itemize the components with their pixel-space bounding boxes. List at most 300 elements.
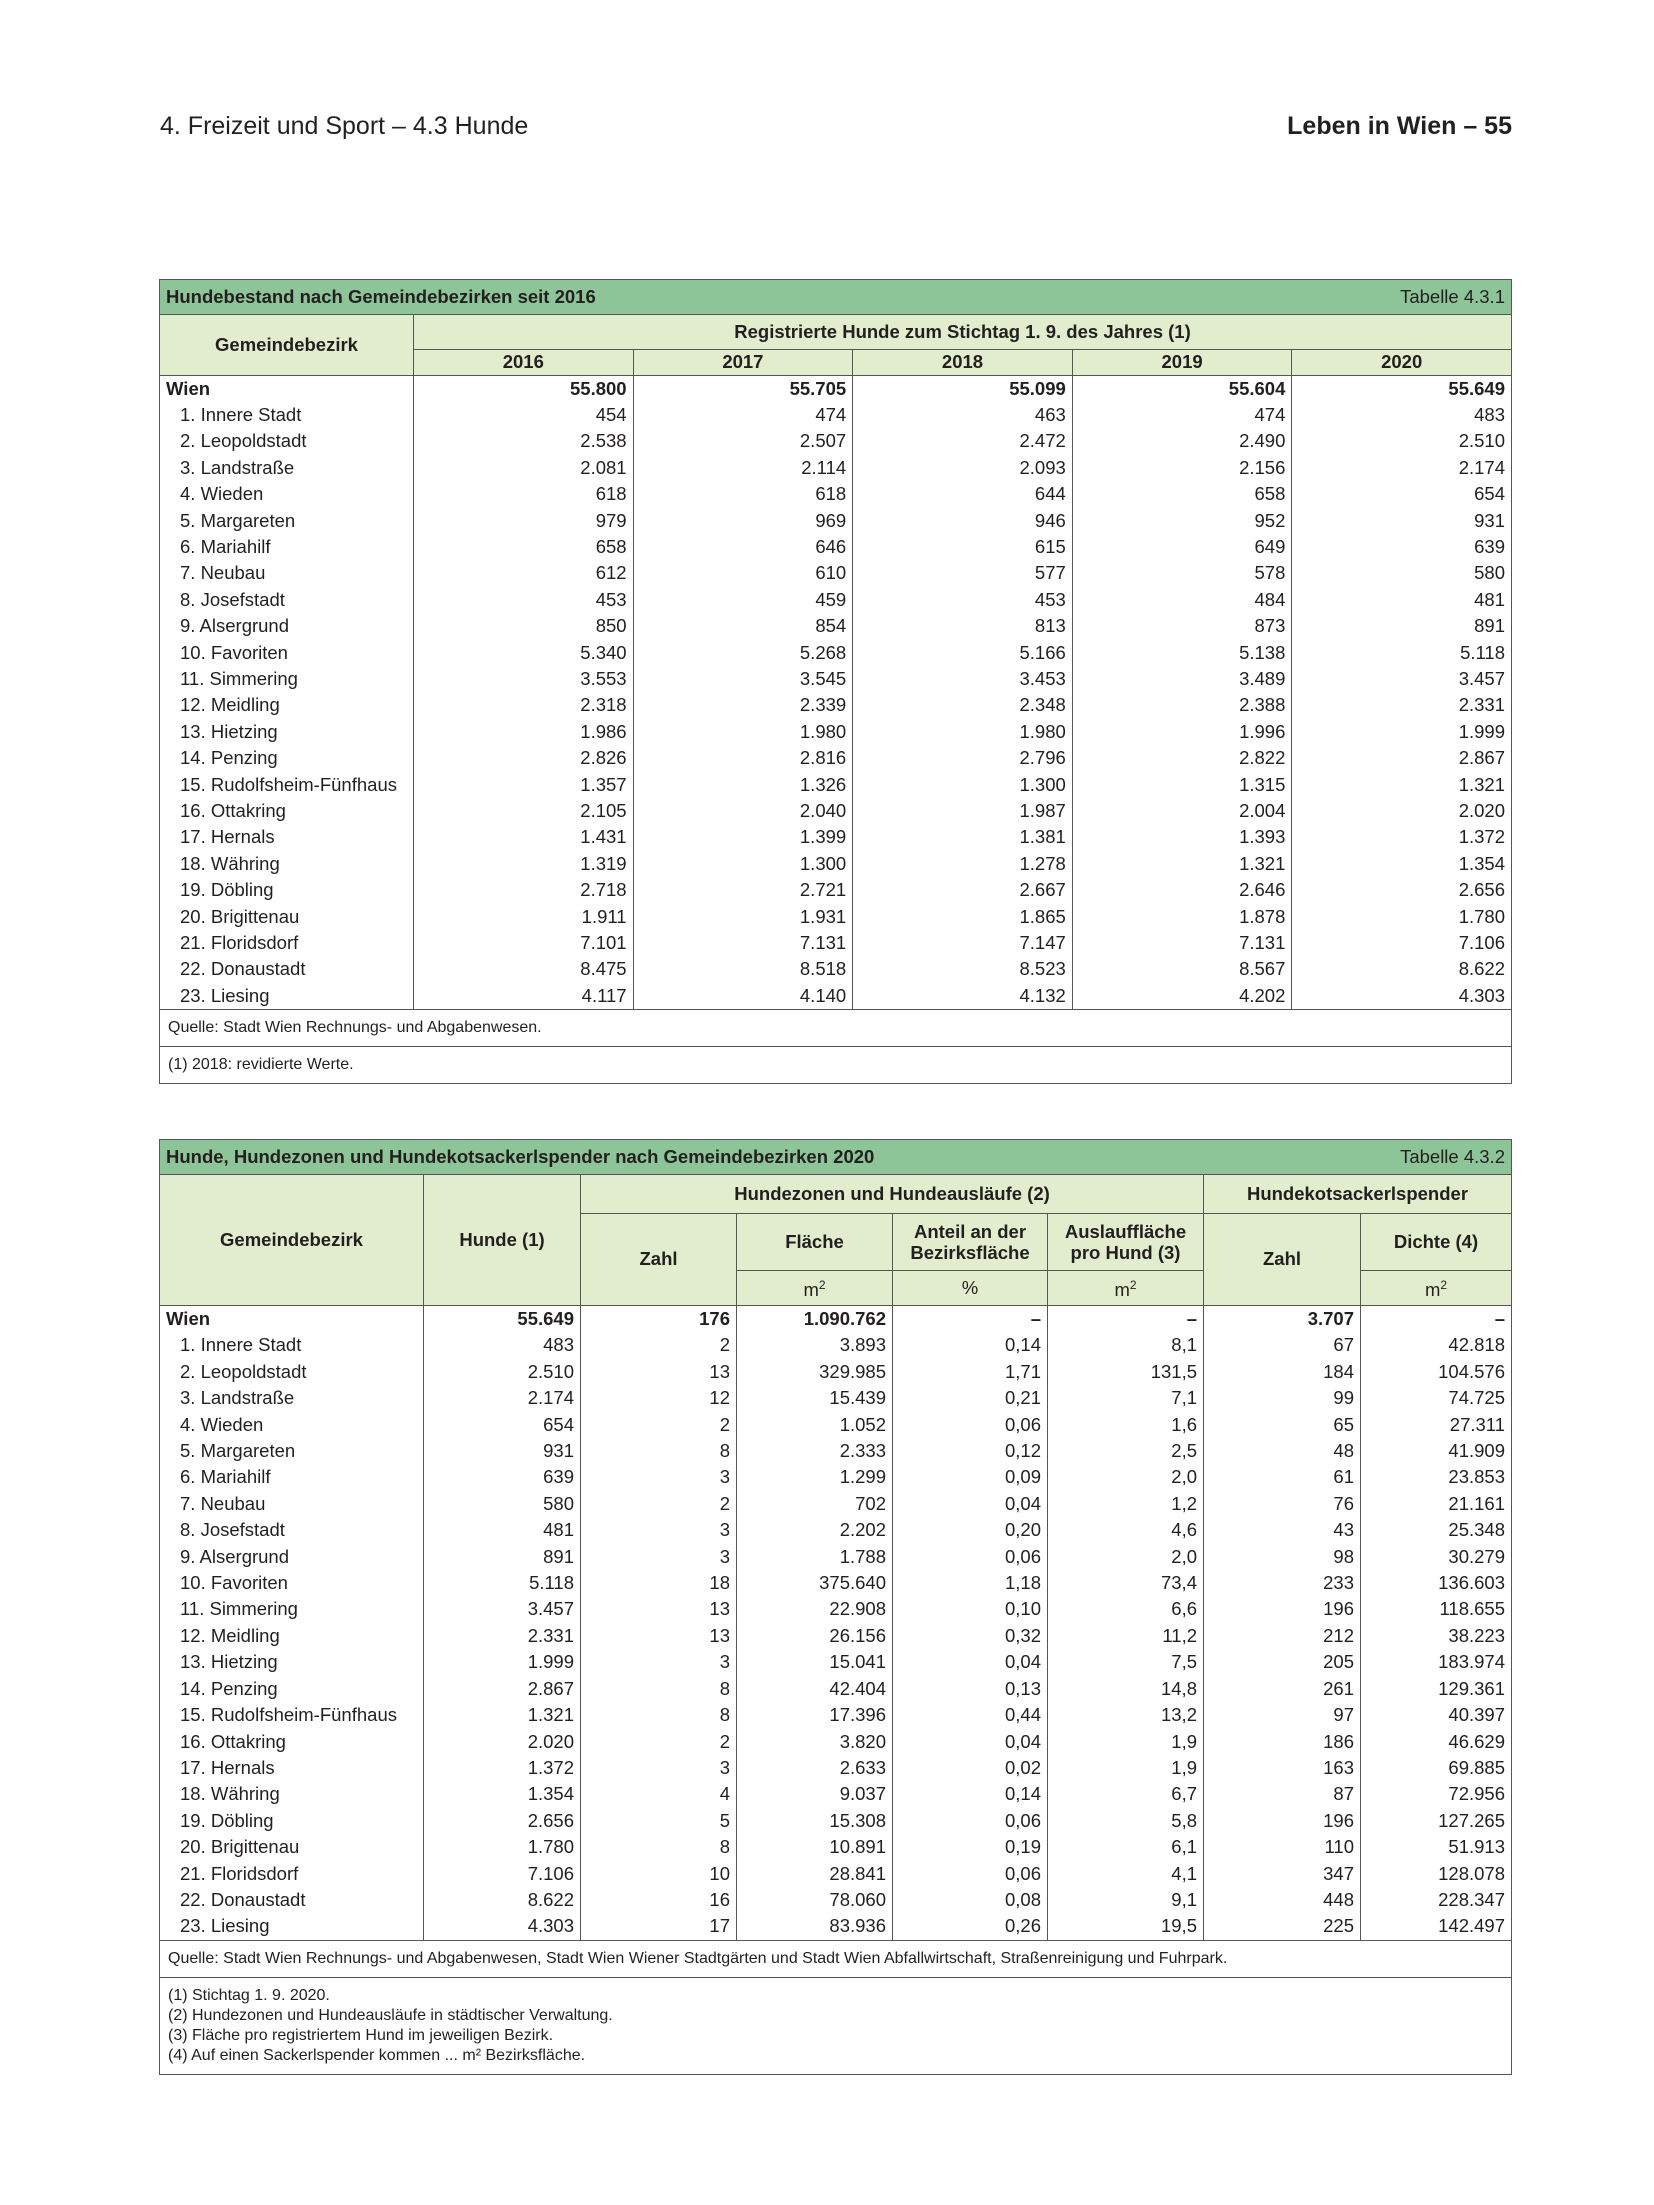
col-header-year: 2020: [1292, 350, 1512, 376]
cell-value: 654: [424, 1412, 581, 1438]
cell-value: 8: [581, 1702, 737, 1728]
cell-value: 99: [1204, 1385, 1361, 1411]
row-name: 4. Wieden: [160, 1412, 424, 1438]
cell-value: 580: [424, 1491, 581, 1517]
cell-value: 2.816: [633, 745, 853, 771]
col-group-registered-dogs: Registrierte Hunde zum Stichtag 1. 9. des Jahres (1): [414, 315, 1512, 350]
cell-value: 15.308: [737, 1808, 893, 1834]
table-caption-row: [160, 1140, 1512, 1175]
cell-value: 2.646: [1072, 877, 1292, 903]
cell-value: 1.372: [424, 1755, 581, 1781]
cell-value: 1.381: [853, 824, 1073, 850]
cell-value: 1.321: [424, 1702, 581, 1728]
cell-value: 51.913: [1361, 1834, 1512, 1860]
footnote-line: (4) Auf einen Sackerlspender kommen ... m² Bezirksfläche.: [168, 2046, 586, 2064]
cell-value: 2.040: [633, 798, 853, 824]
cell-value: –: [893, 1306, 1048, 1333]
row-name: 2. Leopoldstadt: [160, 1359, 424, 1385]
table-row: [160, 1332, 1512, 1358]
cell-value: 30.279: [1361, 1544, 1512, 1570]
row-name: 11. Simmering: [160, 666, 414, 692]
cell-value: 83.936: [737, 1913, 893, 1940]
cell-value: 225: [1204, 1913, 1361, 1940]
source-note: Quelle: Stadt Wien Rechnungs- und Abgabenwesen.: [160, 1010, 1512, 1047]
cell-value: 7.106: [1292, 930, 1512, 956]
cell-value: 2.174: [1292, 455, 1512, 481]
cell-value: 7.101: [414, 930, 634, 956]
cell-value: 2.348: [853, 692, 1073, 718]
cell-value: 40.397: [1361, 1702, 1512, 1728]
col-group-dispensers: Hundekotsackerlspender: [1204, 1175, 1512, 1214]
cell-value: 483: [424, 1332, 581, 1358]
cell-value: 3.545: [633, 666, 853, 692]
cell-value: 196: [1204, 1596, 1361, 1622]
cell-value: 55.800: [414, 375, 634, 402]
cell-value: 3.820: [737, 1729, 893, 1755]
row-name: 23. Liesing: [160, 1913, 424, 1940]
cell-value: 129.361: [1361, 1676, 1512, 1702]
cell-value: 1.321: [1292, 772, 1512, 798]
cell-value: 347: [1204, 1861, 1361, 1887]
cell-value: 1.299: [737, 1464, 893, 1490]
col-header-share-line1: Anteil an der: [913, 1221, 1027, 1242]
cell-value: 205: [1204, 1649, 1361, 1675]
cell-value: 184: [1204, 1359, 1361, 1385]
table-row: [160, 534, 1512, 560]
row-name: 1. Innere Stadt: [160, 1332, 424, 1358]
cell-value: 42.404: [737, 1676, 893, 1702]
cell-value: 2.202: [737, 1517, 893, 1543]
row-name: 8. Josefstadt: [160, 1517, 424, 1543]
cell-value: 18: [581, 1570, 737, 1596]
cell-value: 0,04: [893, 1729, 1048, 1755]
cell-value: 0,19: [893, 1834, 1048, 1860]
unit-squared: 2: [1440, 1278, 1448, 1293]
footnote-row: [160, 1047, 1512, 1084]
cell-value: 1.393: [1072, 824, 1292, 850]
cell-value: 28.841: [737, 1861, 893, 1887]
cell-value: 1.986: [414, 719, 634, 745]
col-header-share-line2: Bezirksfläche: [910, 1242, 1030, 1263]
cell-value: 163: [1204, 1755, 1361, 1781]
cell-value: 3.489: [1072, 666, 1292, 692]
cell-value: 1.780: [424, 1834, 581, 1860]
cell-value: 2.105: [414, 798, 634, 824]
cell-value: 1,9: [1048, 1729, 1204, 1755]
cell-value: 1.999: [1292, 719, 1512, 745]
cell-value: 2: [581, 1412, 737, 1438]
cell-value: 1.980: [633, 719, 853, 745]
cell-value: 55.649: [424, 1306, 581, 1333]
table-row: [160, 745, 1512, 771]
cell-value: 142.497: [1361, 1913, 1512, 1940]
cell-value: 2.667: [853, 877, 1073, 903]
col-header-area-per-dog-line2: pro Hund (3): [1070, 1242, 1181, 1263]
cell-value: 1.300: [853, 772, 1073, 798]
cell-value: 212: [1204, 1623, 1361, 1649]
row-name: 1. Innere Stadt: [160, 402, 414, 428]
unit-area-per-dog: [1048, 1271, 1204, 1306]
table-row: [160, 1861, 1512, 1887]
cell-value: 2.867: [1292, 745, 1512, 771]
row-name: 9. Alsergrund: [160, 1544, 424, 1570]
row-name: 20. Brigittenau: [160, 904, 414, 930]
table-row: [160, 1702, 1512, 1728]
table-row: [160, 1385, 1512, 1411]
col-header-dogs: Hunde (1): [424, 1175, 581, 1306]
cell-value: 78.060: [737, 1887, 893, 1913]
cell-value: 4.132: [853, 983, 1073, 1010]
row-name: 3. Landstraße: [160, 1385, 424, 1411]
cell-value: 136.603: [1361, 1570, 1512, 1596]
cell-value: 577: [853, 560, 1073, 586]
table-row: [160, 613, 1512, 639]
cell-value: 41.909: [1361, 1438, 1512, 1464]
row-name: 8. Josefstadt: [160, 587, 414, 613]
row-name: 2. Leopoldstadt: [160, 428, 414, 454]
cell-value: 2: [581, 1491, 737, 1517]
cell-value: 854: [633, 613, 853, 639]
cell-value: 69.885: [1361, 1755, 1512, 1781]
cell-value: 10: [581, 1861, 737, 1887]
unit-m: m: [803, 1279, 819, 1301]
cell-value: 7,5: [1048, 1649, 1204, 1675]
col-header-density: Dichte (4): [1361, 1214, 1512, 1271]
table-row: [160, 1913, 1512, 1940]
cell-value: 1.319: [414, 851, 634, 877]
cell-value: 6,1: [1048, 1834, 1204, 1860]
cell-value: 26.156: [737, 1623, 893, 1649]
cell-value: 850: [414, 613, 634, 639]
cell-value: 481: [1292, 587, 1512, 613]
table-row: [160, 798, 1512, 824]
cell-value: 9.037: [737, 1781, 893, 1807]
table-row: [160, 1570, 1512, 1596]
cell-value: 55.705: [633, 375, 853, 402]
cell-value: 2,0: [1048, 1464, 1204, 1490]
cell-value: 23.853: [1361, 1464, 1512, 1490]
row-name: 21. Floridsdorf: [160, 930, 414, 956]
cell-value: 2.510: [1292, 428, 1512, 454]
cell-value: 2.114: [633, 455, 853, 481]
cell-value: 1.372: [1292, 824, 1512, 850]
col-group-dog-zones: Hundezonen und Hundeausläufe (2): [581, 1175, 1204, 1214]
cell-value: 3: [581, 1755, 737, 1781]
table-row-total: [160, 375, 1512, 402]
cell-value: 0,06: [893, 1861, 1048, 1887]
table-row: [160, 587, 1512, 613]
cell-value: 8.622: [1292, 956, 1512, 982]
row-name: 7. Neubau: [160, 560, 414, 586]
table-row: [160, 1649, 1512, 1675]
cell-value: 578: [1072, 560, 1292, 586]
cell-value: 3.553: [414, 666, 634, 692]
row-name: 18. Währing: [160, 851, 414, 877]
cell-value: 1.354: [424, 1781, 581, 1807]
table-row: [160, 824, 1512, 850]
cell-value: –: [1048, 1306, 1204, 1333]
table-row: [160, 1359, 1512, 1385]
cell-value: 2: [581, 1332, 737, 1358]
cell-value: 7.106: [424, 1861, 581, 1887]
table-row: [160, 640, 1512, 666]
cell-value: 6,6: [1048, 1596, 1204, 1622]
cell-value: 8: [581, 1438, 737, 1464]
cell-value: 0,26: [893, 1913, 1048, 1940]
cell-value: 176: [581, 1306, 737, 1333]
cell-value: 2.004: [1072, 798, 1292, 824]
cell-value: 14,8: [1048, 1676, 1204, 1702]
cell-value: 3: [581, 1544, 737, 1570]
cell-value: 2.156: [1072, 455, 1292, 481]
cell-value: 459: [633, 587, 853, 613]
row-name: 7. Neubau: [160, 1491, 424, 1517]
cell-value: 646: [633, 534, 853, 560]
table-row-total: [160, 1306, 1512, 1333]
cell-value: 481: [424, 1517, 581, 1543]
cell-value: 67: [1204, 1332, 1361, 1358]
row-name: 5. Margareten: [160, 1438, 424, 1464]
unit-squared: 2: [818, 1278, 826, 1293]
source-row: [160, 1940, 1512, 1977]
unit-m: m: [1114, 1279, 1130, 1301]
cell-value: 2.822: [1072, 745, 1292, 771]
cell-value: 43: [1204, 1517, 1361, 1543]
cell-value: 454: [414, 402, 634, 428]
cell-value: 7.147: [853, 930, 1073, 956]
cell-value: 1.780: [1292, 904, 1512, 930]
cell-value: 27.311: [1361, 1412, 1512, 1438]
row-name: 15. Rudolfsheim-Fünfhaus: [160, 1702, 424, 1728]
cell-value: 261: [1204, 1676, 1361, 1702]
cell-value: 1.431: [414, 824, 634, 850]
unit-squared: 2: [1129, 1278, 1137, 1293]
footnotes: [160, 1977, 1512, 2074]
cell-value: 5.340: [414, 640, 634, 666]
cell-value: 0,10: [893, 1596, 1048, 1622]
table-row: [160, 1729, 1512, 1755]
cell-value: 1.326: [633, 772, 853, 798]
col-header-year: 2016: [414, 350, 634, 376]
cell-value: 2.796: [853, 745, 1073, 771]
table-row: [160, 1517, 1512, 1543]
cell-value: 1.865: [853, 904, 1073, 930]
row-name: 10. Favoriten: [160, 640, 414, 666]
cell-value: 7,1: [1048, 1385, 1204, 1411]
cell-value: 329.985: [737, 1359, 893, 1385]
row-name: 17. Hernals: [160, 1755, 424, 1781]
cell-value: 17.396: [737, 1702, 893, 1728]
cell-value: 0,08: [893, 1887, 1048, 1913]
cell-value: 0,06: [893, 1808, 1048, 1834]
cell-value: 618: [633, 481, 853, 507]
row-name: 10. Favoriten: [160, 1570, 424, 1596]
cell-value: 17: [581, 1913, 737, 1940]
row-name: 18. Währing: [160, 1781, 424, 1807]
cell-value: –: [1361, 1306, 1512, 1333]
row-name: 6. Mariahilf: [160, 1464, 424, 1490]
cell-value: 1.278: [853, 851, 1073, 877]
cell-value: 15.439: [737, 1385, 893, 1411]
cell-value: 969: [633, 508, 853, 534]
cell-value: 0,12: [893, 1438, 1048, 1464]
row-name: 16. Ottakring: [160, 1729, 424, 1755]
table-dog-zones: [159, 1139, 1512, 2075]
cell-value: 612: [414, 560, 634, 586]
cell-value: 2.020: [424, 1729, 581, 1755]
cell-value: 2.081: [414, 455, 634, 481]
cell-value: 813: [853, 613, 1073, 639]
table-title: Hundebestand nach Gemeindebezirken seit 2016: [166, 286, 596, 307]
cell-value: 7.131: [1072, 930, 1292, 956]
source-row: [160, 1010, 1512, 1047]
cell-value: 1.911: [414, 904, 634, 930]
footnote-row: [160, 1977, 1512, 2074]
cell-value: 13: [581, 1623, 737, 1649]
table-row: [160, 983, 1512, 1010]
cell-value: 5.166: [853, 640, 1073, 666]
col-header-zone-count: Zahl: [581, 1214, 737, 1306]
cell-value: 16: [581, 1887, 737, 1913]
table-row: [160, 1808, 1512, 1834]
cell-value: 979: [414, 508, 634, 534]
cell-value: 25.348: [1361, 1517, 1512, 1543]
cell-value: 2.826: [414, 745, 634, 771]
table-number: Tabelle 4.3.1: [1400, 286, 1505, 307]
cell-value: 474: [1072, 402, 1292, 428]
footnote-line: (1) Stichtag 1. 9. 2020.: [168, 1986, 330, 2004]
cell-value: 10.891: [737, 1834, 893, 1860]
cell-value: 1.931: [633, 904, 853, 930]
cell-value: 2.718: [414, 877, 634, 903]
cell-value: 48: [1204, 1438, 1361, 1464]
cell-value: 931: [424, 1438, 581, 1464]
cell-value: 3.893: [737, 1332, 893, 1358]
cell-value: 8: [581, 1676, 737, 1702]
cell-value: 1.878: [1072, 904, 1292, 930]
cell-value: 0,04: [893, 1649, 1048, 1675]
cell-value: 1.090.762: [737, 1306, 893, 1333]
cell-value: 2.656: [1292, 877, 1512, 903]
cell-value: 186: [1204, 1729, 1361, 1755]
row-name: 6. Mariahilf: [160, 534, 414, 560]
row-name: 9. Alsergrund: [160, 613, 414, 639]
table-row: [160, 904, 1512, 930]
cell-value: 11,2: [1048, 1623, 1204, 1649]
cell-value: 2.388: [1072, 692, 1292, 718]
col-header-area-per-dog: [1048, 1214, 1204, 1271]
cell-value: 1.980: [853, 719, 1073, 745]
cell-value: 3: [581, 1649, 737, 1675]
row-name: 16. Ottakring: [160, 798, 414, 824]
cell-value: 1.315: [1072, 772, 1292, 798]
cell-value: 3.457: [424, 1596, 581, 1622]
cell-value: 0,02: [893, 1755, 1048, 1781]
cell-value: 4.303: [424, 1913, 581, 1940]
cell-value: 4.140: [633, 983, 853, 1010]
cell-value: 649: [1072, 534, 1292, 560]
table-row: [160, 1623, 1512, 1649]
cell-value: 13: [581, 1359, 737, 1385]
cell-value: 21.161: [1361, 1491, 1512, 1517]
cell-value: 98: [1204, 1544, 1361, 1570]
cell-value: 127.265: [1361, 1808, 1512, 1834]
cell-value: 4.303: [1292, 983, 1512, 1010]
cell-value: 4.117: [414, 983, 634, 1010]
cell-value: 5.268: [633, 640, 853, 666]
cell-value: 5.118: [424, 1570, 581, 1596]
cell-value: 946: [853, 508, 1073, 534]
table-row: [160, 692, 1512, 718]
cell-value: 2.174: [424, 1385, 581, 1411]
cell-value: 1.399: [633, 824, 853, 850]
cell-value: 12: [581, 1385, 737, 1411]
cell-value: 76: [1204, 1491, 1361, 1517]
cell-value: 873: [1072, 613, 1292, 639]
cell-value: 8.475: [414, 956, 634, 982]
table-row: [160, 1676, 1512, 1702]
cell-value: 2.331: [424, 1623, 581, 1649]
row-name: 12. Meidling: [160, 692, 414, 718]
cell-value: 952: [1072, 508, 1292, 534]
table-row: [160, 1834, 1512, 1860]
cell-value: 104.576: [1361, 1359, 1512, 1385]
cell-value: 4,6: [1048, 1517, 1204, 1543]
row-name: Wien: [160, 1306, 424, 1333]
cell-value: 1.987: [853, 798, 1073, 824]
row-name: 17. Hernals: [160, 824, 414, 850]
row-name: Wien: [160, 375, 414, 402]
row-name: 5. Margareten: [160, 508, 414, 534]
table-title: Hunde, Hundezonen und Hundekotsackerlspender nach Gemeindebezirken 2020: [166, 1146, 875, 1167]
table-row: [160, 481, 1512, 507]
cell-value: 610: [633, 560, 853, 586]
table-dog-population: [159, 279, 1512, 1084]
cell-value: 2,5: [1048, 1438, 1204, 1464]
cell-value: 2.331: [1292, 692, 1512, 718]
row-name: 22. Donaustadt: [160, 1887, 424, 1913]
cell-value: 0,32: [893, 1623, 1048, 1649]
cell-value: 5.138: [1072, 640, 1292, 666]
footnote: (1) 2018: revidierte Werte.: [160, 1047, 1512, 1084]
col-header-year: 2017: [633, 350, 853, 376]
cell-value: 2.333: [737, 1438, 893, 1464]
cell-value: 2.510: [424, 1359, 581, 1385]
table-row: [160, 1412, 1512, 1438]
col-header-area: Fläche: [737, 1214, 893, 1271]
cell-value: 0,09: [893, 1464, 1048, 1490]
row-name: 11. Simmering: [160, 1596, 424, 1622]
cell-value: 891: [1292, 613, 1512, 639]
cell-value: 87: [1204, 1781, 1361, 1807]
row-name: 21. Floridsdorf: [160, 1861, 424, 1887]
cell-value: 654: [1292, 481, 1512, 507]
cell-value: 474: [633, 402, 853, 428]
cell-value: 2: [581, 1729, 737, 1755]
row-name: 19. Döbling: [160, 1808, 424, 1834]
table-row: [160, 1438, 1512, 1464]
cell-value: 128.078: [1361, 1861, 1512, 1887]
cell-value: 2.867: [424, 1676, 581, 1702]
cell-value: 8.523: [853, 956, 1073, 982]
unit-m: m: [1424, 1279, 1441, 1301]
cell-value: 61: [1204, 1464, 1361, 1490]
cell-value: 644: [853, 481, 1073, 507]
table-row: [160, 560, 1512, 586]
cell-value: 233: [1204, 1570, 1361, 1596]
unit-density: [1361, 1271, 1512, 1306]
table-row: [160, 851, 1512, 877]
